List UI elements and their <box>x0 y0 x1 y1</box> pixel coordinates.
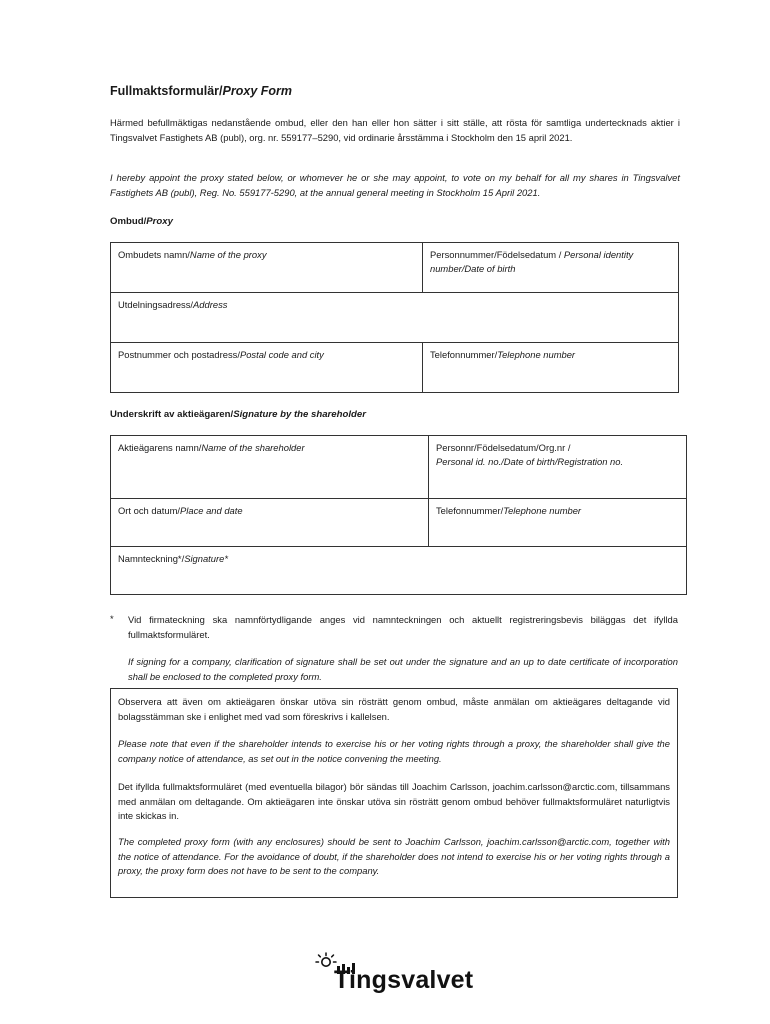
footnote-marker: * <box>110 613 114 624</box>
proxy-postal-field[interactable]: Postnummer och postadress/Postal code and city <box>111 343 423 393</box>
shareholder-id-field[interactable]: Personnr/Födelsedatum/Org.nr / Personal id. no./Date of birth/Registration no. <box>429 436 687 499</box>
notice-p2-english: The completed proxy form (with any enclosures) should be sent to Joachim Carlsson, joachim.carlsson@arctic.com, together with the notice of attendance. For the avoidance of doubt, if the shareholder does not intend to exercise his or her voting rights through a proxy, the proxy form does not have to be sent to the company. <box>118 836 670 876</box>
proxy-section-heading: Ombud/Proxy <box>110 216 173 227</box>
notice-p1-english: Please note that even if the shareholder intends to exercise his or her voting rights through a proxy, the shareholder shall give the company notice of attendance, as set out in the notice convening the meeting. <box>118 738 670 764</box>
proxy-address-field[interactable]: Utdelningsadress/Address <box>111 293 679 343</box>
notice-p1-swedish: Observera att även om aktieägaren önskar utöva sin rösträtt genom ombud, måste anmälan om aktieägares deltagande vid bolagsstämman ske i enlighet med vad som föreskrivs i kallelsen. <box>118 696 670 722</box>
proxy-phone-field[interactable]: Telefonnummer/Telephone number <box>423 343 679 393</box>
notice-p2-swedish: Det ifyllda fullmaktsformuläret (med eventuella bilagor) bör sändas till Joachim Carlsson, joachim.carlsson@arctic.com, tillsammans med anmälan om deltagande. Om aktieägaren inte önskar utöva sin rösträtt genom ombud behöver fullmaktsformuläret naturligtvis inte skickas in. <box>118 781 670 821</box>
shareholder-phone-field[interactable]: Telefonnummer/Telephone number <box>429 499 687 547</box>
intro-english: I hereby appoint the proxy stated below, or whomever he or she may appoint, to vote on my behalf for all my shares in Tingsvalvet Fastighets AB (publ), Reg. No. 559177-5290, at the annual general meeting in Stockholm 15 April 2021. <box>110 172 680 198</box>
notice-box <box>110 688 678 898</box>
shareholder-signature-table <box>110 435 687 595</box>
logo-text: Tingsvalvet <box>334 966 474 994</box>
proxy-id-field[interactable]: Personnummer/Födelsedatum / Personal identity number/Date of birth <box>423 243 679 293</box>
page-title: Fullmaktsformulär/Proxy Form <box>110 84 292 98</box>
tingsvalvet-logo <box>312 952 487 1002</box>
signature-field[interactable]: Namnteckning*/Signature* <box>111 547 687 595</box>
proxy-details-table <box>110 242 679 393</box>
signature-section-heading: Underskrift av aktieägaren/Signature by the shareholder <box>110 409 366 420</box>
footnote-english: If signing for a company, clarification of signature shall be set out under the signature and an up to date certificate of incorporation shall be enclosed to the completed proxy form. <box>128 656 678 682</box>
place-date-field[interactable]: Ort och datum/Place and date <box>111 499 429 547</box>
footnote-swedish: Vid firmateckning ska namnförtydligande anges vid namnteckningen och aktuellt registreringsbevis biläggas det ifyllda fullmaktsformuläret. <box>128 614 678 640</box>
shareholder-name-field[interactable]: Aktieägarens namn/Name of the shareholder <box>111 436 429 499</box>
intro-swedish: Härmed befullmäktigas nedanstående ombud, eller den han eller hon sätter i sitt ställe, att rösta för samtliga undertecknads aktier i Tingsvalvet Fastighets AB (publ), org. nr. 559177–5290, vid ordinarie årsstämma i Stockholm den 15 april 2021. <box>110 117 680 143</box>
proxy-name-field[interactable]: Ombudets namn/Name of the proxy <box>111 243 423 293</box>
